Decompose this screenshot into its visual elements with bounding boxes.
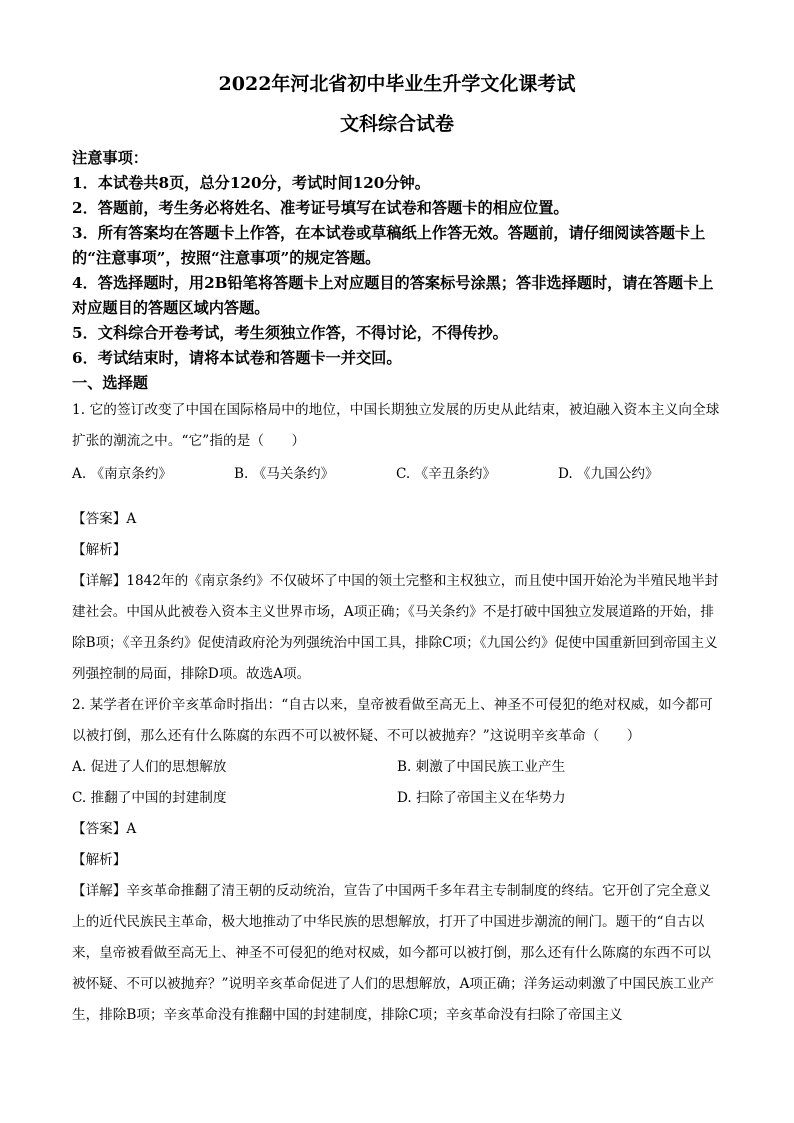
- answer-label: 【答案】A: [72, 821, 137, 837]
- question-stem: 2. 某学者在评价辛亥革命时指出：“自古以来，皇帝被看做至高无上、神圣不可侵犯的绝对权威，如今都可以被打倒，那么还有什么陈腐的东西不可以被怀疑、不可以被抛弃？”这说明辛亥革命（ ）: [72, 697, 713, 744]
- option-d: D. 扫除了帝国主义在华势力: [397, 790, 566, 806]
- notice-item: 6．考试结束时，请将本试卷和答题卡一并交回。: [72, 349, 402, 367]
- detail-text: 【详解】辛亥革命推翻了清王朝的反动统治，宣告了中国两千多年君主专制制度的终结。它开创了完全意义上的近代民族民主革命，极大地推动了中华民族的思想解放，打开了中国进步潮流的闸门。题干的“自古以来，皇帝被看做至高无上、神圣不可侵犯的绝对权威，如今都可以被打倒，那么还有什么陈腐的东西不可以被怀疑、不可以被抛弃？”说明辛亥革命促进了人们的思想解放，A项正确；洋务运动刺激了中国民族工业产生，排除B项；辛亥革命没有推翻中国的封建制度，排除C项；辛亥革命没有扫除了帝国主义: [72, 883, 715, 1023]
- option-b: B. 刺激了中国民族工业产生: [397, 759, 566, 775]
- option-c: C. 《辛丑条约》: [396, 466, 497, 482]
- question-1: [72, 395, 722, 690]
- option-d: D. 《九国公约》: [558, 466, 659, 482]
- option-a: A. 《南京条约》: [72, 466, 173, 482]
- exam-page: [72, 68, 722, 1031]
- notice-item: 5．文科综合开卷考试，考生须独立作答，不得讨论，不得传抄。: [72, 324, 508, 342]
- exam-subtitle: 文科综合试卷: [339, 113, 454, 135]
- section-heading: 一、选择题: [72, 374, 148, 392]
- detail-text: 【详解】1842年的《南京条约》不仅破坏了中国的领土完整和主权独立，而且使中国开始沦为半殖民地半封建社会。中国从此被卷入资本主义世界市场，A项正确；《马关条约》不是打破中国独立发展道路的开始，排除B项；《辛丑条约》促使清政府沦为列强统治中国工具，排除C项；《九国公约》促使中国重新回到帝国主义列强控制的局面，排除D项。故选A项。: [72, 573, 719, 682]
- option-row: [72, 783, 722, 814]
- question-stem: 1. 它的签订改变了中国在国际格局中的地位，中国长期独立发展的历史从此结束，被迫融入资本主义向全球扩张的潮流之中。“它”指的是（ ）: [72, 402, 720, 449]
- notice-block: [72, 146, 722, 371]
- analysis-label: 【解析】: [72, 852, 127, 868]
- option-row: [72, 752, 722, 783]
- analysis-label: 【解析】: [72, 542, 127, 558]
- question-list: [72, 395, 722, 1031]
- option-b: B. 《马关条约》: [234, 466, 335, 482]
- notice-item: 4．答选择题时，用2B铅笔将答题卡上对应题目的答案标号涂黑；答非选择题时，请在答题卡上对应题目的答题区域内答题。: [72, 274, 714, 317]
- notice-item: 2．答题前，考生务必将姓名、准考证号填写在试卷和答题卡的相应位置。: [72, 199, 569, 217]
- option-a: A. 促进了人们的思想解放: [72, 759, 227, 775]
- question-2: [72, 690, 722, 1031]
- notice-item: 1．本试卷共8页，总分120分，考试时间120分钟。: [72, 174, 430, 192]
- exam-title: 2022年河北省初中毕业生升学文化课考试: [218, 73, 576, 95]
- notice-item: 3．所有答案均在答题卡上作答，在本试卷或草稿纸上作答无效。答题前，请仔细阅读答题卡上的“注意事项”，按照“注意事项”的规定答题。: [72, 224, 706, 267]
- option-row: [72, 459, 722, 490]
- answer-label: 【答案】A: [72, 511, 137, 527]
- option-c: C. 推翻了中国的封建制度: [72, 790, 227, 806]
- notice-heading: 注意事项：: [72, 149, 148, 167]
